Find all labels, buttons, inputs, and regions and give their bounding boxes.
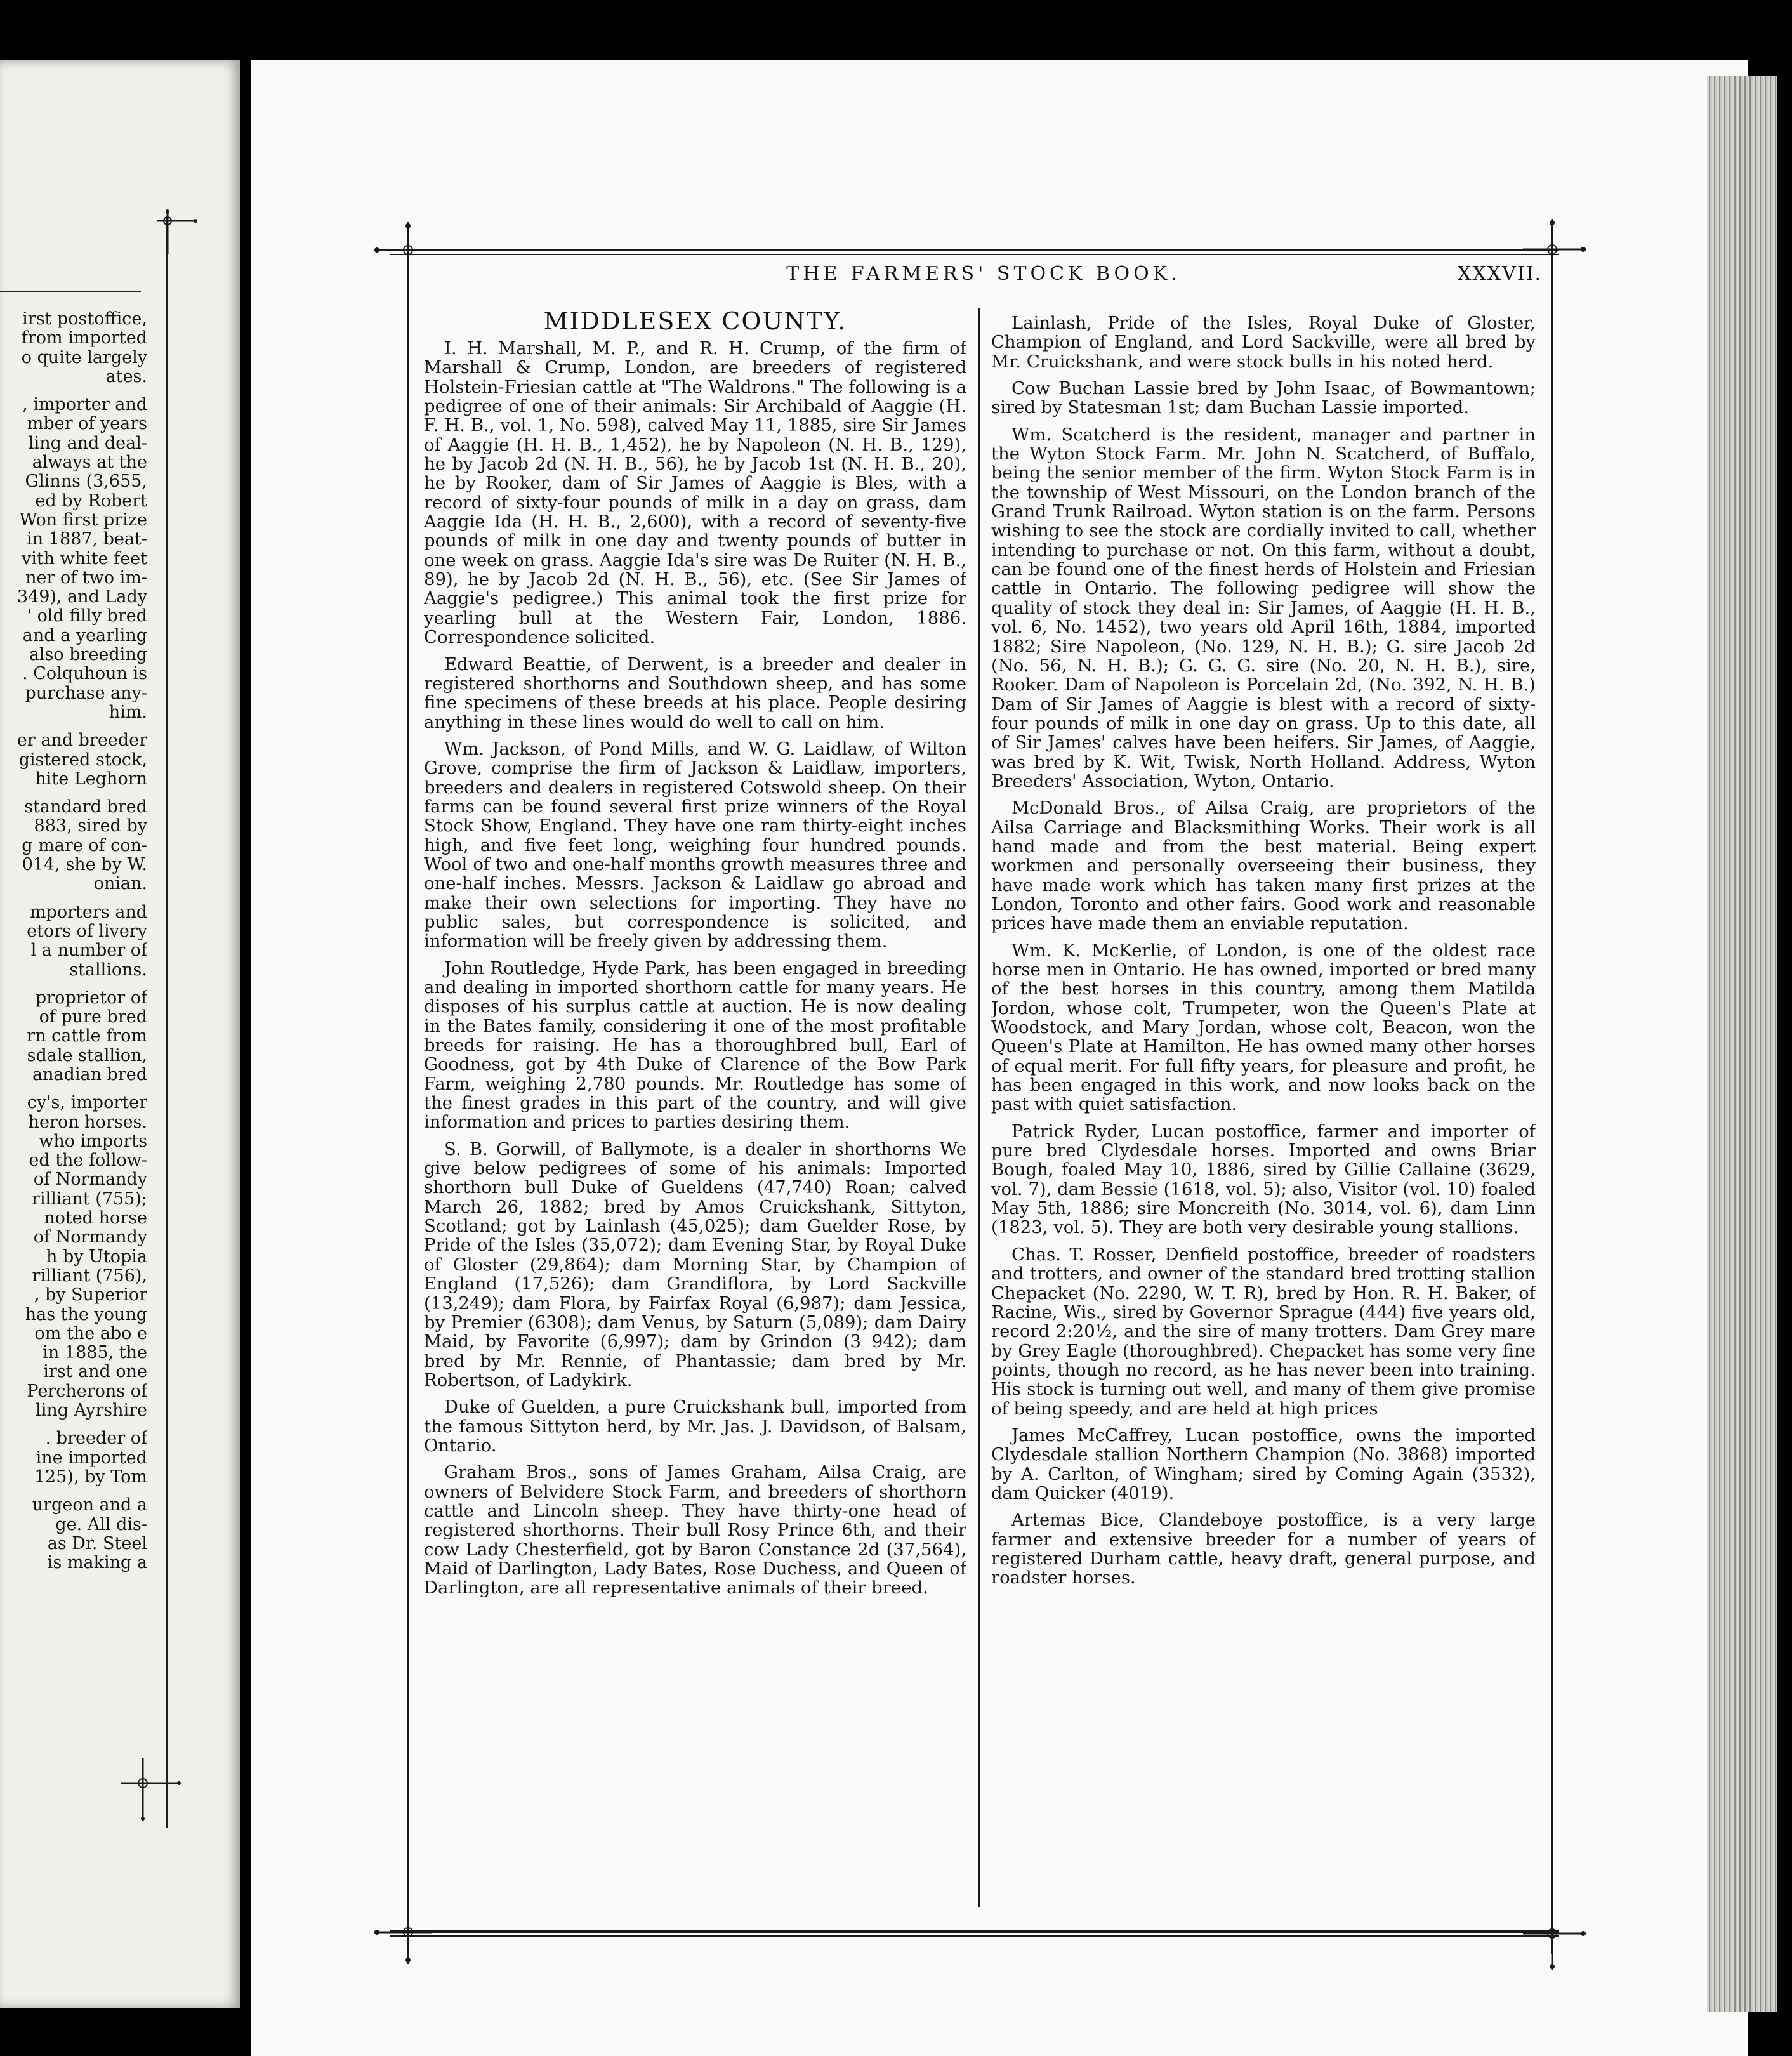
paragraph-gap [0, 1487, 147, 1496]
paragraph: Artemas Bice, Clandeboye postoffice, is a very large farmer and extensive breeder for a number of years of registered Durham cattle, heavy draft, general purpose, and roadster horses. [991, 1510, 1536, 1588]
paragraph: Wm. Scatcherd is the resident, manager and partner in the Wyton Stock Farm. Mr. John N. Scatcherd, of Buffalo, being the senior member of the firm. Wyton Stock Farm is in the township of West Missouri, on the London branch of the Grand Trunk Railroad. Wyton station is on the farm. Persons wishing to see the stock are cordially invited to call, whether intending to purchase or not. On this farm, without a doubt, can be found one of the finest herds of Holstein and Friesian cattle in Ontario. The following pedigree will show the quality of stock they deal in: Sir James, of Aaggie (H. H. B., vol. 6, No. 1452), two years old April 16th, 1884, imported 1882; Sire Napoleon, (No. 129, N. H. B.); G. sire Jacob 2d (No. 56, N. H. B.); G. G. G. sire (No. 20, N. H. B.), sire, Rooker. Dam of Napoleon is Porcelain 2d, (No. 392, N. H. B.) Dam of Sir James of Aaggie is blest with a record of sixty-four pounds of milk in one day on grass. Up to this date, all of Sir James' calves have been heifers. Sir James, of Aaggie, was bred by K. Wit, Twisk, North Holland. Address, Wyton Breeders' Association, Wyton, Ontario. [991, 424, 1536, 791]
facing-page-line: ling and deal- [29, 433, 147, 453]
facing-page-line: , by Superior [34, 1285, 147, 1305]
facing-page-line: standard bred [24, 797, 147, 817]
facing-page-text [0, 310, 147, 1572]
corner-ornament-bottom-right [1523, 1901, 1586, 1970]
corner-ornament-bottom-left [374, 1901, 432, 1964]
facing-page-line: rn cattle from [27, 1026, 147, 1046]
facing-page-line: of Normandy [33, 1227, 147, 1248]
paragraph: Duke of Guelden, a pure Cruickshank bull, imported from the famous Sittyton herd, by Mr. Jas. J. Davidson, of Balsam, Ontario. [424, 1397, 966, 1456]
facing-page-line: irst postoffice, [22, 310, 147, 329]
facing-page-line: ed by Robert [35, 491, 147, 511]
right-column [991, 313, 1536, 1595]
facing-page-line: hite Leghorn [35, 768, 147, 789]
page-number: XXXVII. [1458, 263, 1542, 285]
facing-page-line: ed the follow- [29, 1150, 147, 1171]
paragraph: Wm. Jackson, of Pond Mills, and W. G. Laidlaw, of Wilton Grove, comprise the firm of Jackson & Laidlaw, importers, breeders and dealers in registered Cotswold sheep. On their farms can be found several first prize winners of the Royal Stock Show, England. They have one ram thirty-eight inches high, and five feet long, weighing four hundred pounds. Wool of two and one-half months growth measures three and one-half inches. Messrs. Jackson & Laidlaw go abroad and make their own selections for importing. They have no public sales, but correspondence is solicited, and information will be freely given by addressing them. [424, 738, 966, 952]
facing-page-line: also breeding [29, 645, 147, 665]
facing-page-line: urgeon and a [32, 1495, 147, 1515]
facing-page-line: Percherons of [27, 1381, 147, 1401]
facing-page-line: stallions. [69, 959, 147, 980]
facing-page-line: etors of livery [27, 921, 147, 941]
facing-page-line: rilliant (755); [31, 1189, 147, 1209]
facing-page-line: . breeder of [45, 1428, 147, 1449]
facing-page-line: irst and one [43, 1362, 147, 1382]
paragraph-gap [0, 1084, 147, 1093]
facing-page-line: er and breeder [16, 730, 147, 751]
paragraph-gap [0, 894, 147, 903]
frame-left-rule [407, 225, 409, 1954]
facing-page-line: om the abo e [34, 1323, 147, 1343]
facing-page-line: anadian bred [32, 1064, 147, 1084]
paragraph-gap [0, 1420, 147, 1429]
facing-page-line: rilliant (756), [32, 1265, 147, 1286]
facing-page-line: of Normandy [33, 1170, 147, 1190]
facing-page-line: always at the [32, 452, 147, 473]
facing-page-line: 349), and Lady [16, 587, 147, 607]
facing-page-line: purchase any- [25, 683, 147, 703]
facing-page-line: of pure bred [39, 1007, 147, 1027]
paragraph: Patrick Ryder, Lucan postoffice, farmer and importer of pure bred Clydesdale horses. Imported and owns Briar Bough, foaled May 10, 1886, sired by Gillie Callaine (3629, vol. 7), dam Bessie (1618, vol. 5); also, Visitor (vol. 10) foaled May 5th, 1886; sire Moncreith (No. 3014, vol. 6), dam Linn (1823, vol. 5). They are both very desirable young stallions. [991, 1121, 1536, 1238]
frame-bottom-rule [390, 1930, 1559, 1933]
running-head: THE FARMERS' STOCK BOOK. [786, 263, 1181, 285]
facing-page-line: o quite largely [21, 347, 147, 367]
paragraph: John Routledge, Hyde Park, has been engaged in breeding and dealing in imported shorthorn cattle for many years. He disposes of his surplus cattle at auction. He is now dealing in the Bates family, considering it one of the most profitable breeds for raising. He has a thoroughbred bull, Earl of Goodness, got by 4th Duke of Clarence of the Bow Park Farm, weighing 2,780 pounds. Mr. Routledge has some of the finest grades in this part of the country, and will give information and prices to parties desiring them. [424, 958, 966, 1133]
facing-page-line: has the young [25, 1304, 147, 1324]
paragraph: McDonald Bros., of Ailsa Craig, are proprietors of the Ailsa Carriage and Blacksmithing Works. Their work is all hand made and from the best material. Being expert workmen and personally overseeing their business, they have made work which has taken many first prizes at the London, Toronto and other fairs. Good work and reasonable prices have made them an enviable reputation. [991, 798, 1536, 934]
paragraph: Chas. T. Rosser, Denfield postoffice, breeder of roadsters and trotters, and owner of the standard bred trotting stallion Chepacket (No. 2290, W. T. R), bred by Hon. R. H. Baker, of Racine, Wis., sired by Governor Sprague (444) five years old, record 2:20½, and the sire of many trotters. Dam Grey mare by Grey Eagle (thoroughbred). Chepacket has some very fine points, though no record, as he has never been into training. His stock is turning out well, and many of them give promise of being speedy, and are held at high prices [991, 1244, 1536, 1419]
facing-page-corner-ornament-bottom [121, 1758, 184, 1821]
facing-page-line: from imported [21, 328, 147, 348]
paragraph: Edward Beattie, of Derwent, is a breeder and dealer in registered shorthorns and Southdown sheep, and has some fine specimens of these breeds at his place. People desiring anything in these lines would do well to call on him. [424, 654, 966, 732]
facing-page-line: ates. [105, 366, 147, 386]
frame-top-rule [390, 249, 1559, 251]
frame-top-rule-inner [390, 254, 1559, 255]
facing-page-line: who imports [39, 1131, 147, 1151]
left-column [424, 307, 966, 1605]
paragraph: Cow Buchan Lassie bred by John Isaac, of Bowmantown; sired by Statesman 1st; dam Buchan Lassie imported. [991, 378, 1536, 418]
facing-page-line: 125), by Tom [34, 1466, 147, 1487]
corner-ornament-top-left [374, 222, 432, 279]
facing-page-line: him. [109, 702, 147, 722]
facing-page-line: gistered stock, [18, 749, 147, 770]
paragraph: S. B. Gorwill, of Ballymote, is a dealer in shorthorns We give below pedigrees of some of his animals: Imported shorthorn bull Duke of Gueldens (47,740) Roan; calved March 26, 1882; bred by Amos Cruickshank, Sittyton, Scotland; got by Lainlash (45,025); dam Guelder Rose, by Pride of the Isles (35,072); dam Evening Star, by Royal Duke of Gloster (29,864); dam Morning Star, by Champion of England (17,526); dam Grandiflora, by Lord Sackville (13,249); dam Flora, by Fairfax Royal (6,987); dam Jessica, by Premier (6308); dam Venus, by Saturn (5,089); dam Dairy Maid, by Favorite (6,997); dam by Grindon (3 942); dam bred by Mr. Rennie, of Phantassie; dam bred by Mr. Robertson, of Ladykirk. [424, 1138, 966, 1390]
facing-page-line: ner of two im- [25, 567, 147, 588]
paragraph-gap [0, 980, 147, 989]
facing-page-line: in 1887, beat- [27, 529, 147, 550]
facing-page-line: mber of years [27, 414, 147, 434]
facing-page-line: ' old filly bred [27, 606, 147, 626]
facing-page-line: ge. All dis- [55, 1514, 147, 1534]
paragraph: James McCaffrey, Lucan postoffice, owns the imported Clydesdale stallion Northern Champion (No. 3868) imported by A. Carlton, of Wingham; sired by Coming Again (3532), dam Quicker (4019). [991, 1425, 1536, 1503]
facing-page-line: noted horse [44, 1208, 147, 1229]
facing-page-line: ling Ayrshire [36, 1400, 147, 1421]
facing-page-corner-ornament [156, 209, 201, 254]
facing-page-line: cy's, importer [27, 1093, 147, 1113]
column-divider [978, 308, 980, 1907]
section-heading: MIDDLESEX COUNTY. [543, 307, 847, 335]
facing-page-line: , importer and [22, 395, 147, 415]
facing-page-line: in 1885, the [43, 1343, 147, 1363]
facing-page-rule [0, 291, 141, 292]
paragraph: Graham Bros., sons of James Graham, Ailsa Craig, are owners of Belvidere Stock Farm, and breeders of shorthorn cattle and Lincoln sheep. They have thirty-one head of registered shorthorns. Their bull Rosy Prince 6th, and their cow Lady Chesterfield, got by Baron Constance 2d (37,564), Maid of Darlington, Lady Bates, Rose Duchess, and Queen of Darlington, are all representative animals of their breed. [424, 1462, 966, 1598]
facing-page-line: is making a [47, 1553, 147, 1573]
facing-page-line: 883, sired by [34, 816, 147, 836]
frame-bottom-rule-inner [390, 1935, 1559, 1937]
facing-page-line: l a number of [30, 940, 147, 961]
facing-page-line: sdale stallion, [27, 1045, 147, 1065]
paragraph: Lainlash, Pride of the Isles, Royal Duke of Gloster, Champion of England, and Lord Sackville, were all bred by Mr. Cruickshank, and were stock bulls in his noted herd. [991, 313, 1536, 372]
facing-page-line: as Dr. Steel [47, 1533, 147, 1553]
facing-page-line: h by Utopia [46, 1246, 147, 1267]
paragraph: I. H. Marshall, M. P., and R. H. Crump, of the firm of Marshall & Crump, London, are breeders of registered Holstein-Friesian cattle at "The Waldrons." The following is a pedigree of one of their animals: Sir Archibald of Aaggie (H. F. H. B., vol. 1, No. 598), calved May 11, 1885, sire Sir James of Aaggie (H. H. B., 1,452), he by Napoleon (N. H. B., 129), he by Jacob 2d (N. H. B., 56), he by Jacob 1st (N. H. B., 20), he by Rooker, dam of Sir James of Aaggie is Bles, with a record of sixty-four pounds of milk in a day on grass, dam Aaggie Ida (H. H. B., 2,600), with a record of seventy-five pounds of milk in one day and twenty pounds of butter in one week on grass. Aaggie Ida's sire was De Ruiter (N. H. B., 89), he by Jacob 2d (N. H. B., 56), etc. (See Sir James of Aaggie's pedigree.) This animal took the first prize for yearling bull at the Western Fair, London, 1886. Correspondence solicited. [424, 338, 966, 648]
frame-right-rule [1551, 225, 1553, 1954]
paragraph-gap [0, 789, 147, 798]
facing-page-line: ine imported [36, 1447, 147, 1468]
page-edge [1707, 76, 1777, 2012]
facing-page-line: 014, she by W. [22, 855, 147, 875]
facing-page-line: heron horses. [28, 1112, 147, 1132]
paragraph-gap [0, 386, 147, 395]
facing-page-line: . Colquhoun is [22, 664, 147, 684]
facing-page-line: proprietor of [35, 987, 147, 1008]
paragraph-gap [0, 722, 147, 731]
facing-page-line: Won first prize [19, 510, 147, 530]
facing-page-line: g mare of con- [22, 835, 147, 855]
paragraph: Wm. K. McKerlie, of London, is one of the oldest race horse men in Ontario. He has owned, imported or bred many of the best horses in this country, among them Matilda Jordon, whose colt, Trumpeter, won the Queen's Plate at Woodstock, and Mary Jordan, whose colt, Beacon, won the Queen's Plate at Hamilton. He has owned many other horses of equal merit. For full fifty years, for pleasure and profit, he has been engaged in this work, and now looks back on the past with quiet satisfaction. [991, 940, 1536, 1115]
facing-page-line: mporters and [30, 902, 147, 922]
facing-page-line: vith white feet [21, 548, 147, 569]
facing-page-border [166, 216, 168, 1828]
facing-page-line: and a yearling [22, 625, 147, 645]
facing-page-line: onian. [93, 874, 147, 894]
facing-page-line: Glinns (3,655, [25, 471, 147, 492]
